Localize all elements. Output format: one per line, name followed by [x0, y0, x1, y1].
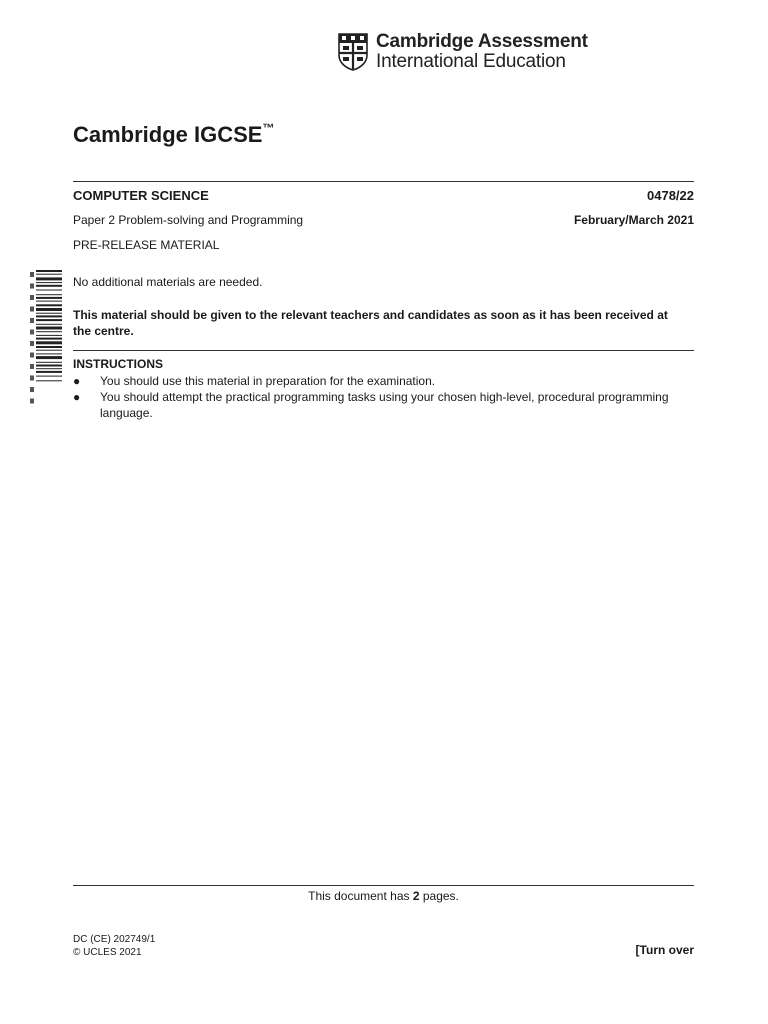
page-count-note [73, 889, 694, 903]
dc-code: DC (CE) 202749/1 [73, 934, 156, 945]
cambridge-shield-icon [338, 33, 368, 71]
barcode-bar [36, 335, 62, 336]
document-codes [73, 933, 155, 959]
logo-line-2: International Education [376, 51, 566, 72]
barcode-bar [36, 341, 62, 344]
list-item [73, 373, 673, 389]
instructions-divider [73, 350, 694, 351]
paper-title: Paper 2 Problem-solving and Programming [73, 213, 304, 227]
barcode-bar [36, 362, 62, 363]
barcode-bar [36, 270, 62, 272]
distribution-notice: This material should be given to the relevant teachers and candidates as soon as it has been received at the centre. [73, 308, 668, 338]
materials-note: No additional materials are needed. [73, 275, 263, 289]
barcode-bar [36, 290, 62, 291]
subject-title: COMPUTER SCIENCE [73, 188, 209, 203]
barcode-bar [36, 319, 62, 321]
syllabus-code: 0478/22 [647, 188, 694, 203]
barcode-digit-mark [30, 353, 34, 358]
footer-divider [73, 885, 694, 886]
barcode-bar [36, 368, 62, 369]
barcode-bar [36, 331, 62, 332]
barcode-digit-mark [30, 295, 34, 300]
instruction-text: You should use this material in preparation for the examination. [100, 374, 436, 388]
barcode-bars [30, 270, 62, 404]
barcode-digit-mark [30, 387, 34, 392]
logo-line-1: Cambridge Assessment [376, 31, 588, 52]
instruction-text: You should attempt the practical programming tasks using your chosen high-level, procedural programming language. [100, 390, 669, 420]
barcode-bar [36, 356, 62, 359]
barcode-bar [36, 346, 62, 348]
barcode-bar [36, 327, 62, 330]
barcode-digit-mark [30, 272, 34, 277]
bullet-icon: ● [73, 390, 81, 404]
bullet-icon: ● [73, 374, 81, 388]
barcode-bar [36, 353, 62, 354]
top-divider [73, 181, 694, 182]
barcode-bar [36, 324, 62, 325]
barcode-bar [36, 338, 62, 340]
pages-count: 2 [412, 889, 420, 903]
instructions-list [73, 373, 673, 421]
barcode-bar [36, 274, 62, 275]
turn-over-label: [Turn over [635, 943, 694, 957]
brand-text: Cambridge IGCSE [73, 122, 263, 147]
pages-prefix: This document has [308, 889, 413, 903]
barcode-bar [36, 350, 62, 351]
barcode-bar [36, 304, 62, 306]
instructions-heading: INSTRUCTIONS [73, 357, 163, 371]
barcode-bar [36, 380, 62, 381]
barcode-digit-mark [30, 307, 34, 312]
barcode-bar [36, 282, 62, 283]
exam-session: February/March 2021 [573, 213, 694, 227]
barcode-digit-mark [30, 399, 34, 404]
barcode-bar [36, 313, 62, 314]
barcode-digit-mark [30, 284, 34, 289]
barcode-digit-mark [30, 364, 34, 369]
barcode-bar [36, 308, 62, 311]
barcode-digit-mark [30, 376, 34, 381]
barcode-bar [36, 277, 62, 280]
barcode-bar [36, 301, 62, 302]
barcode [30, 270, 62, 412]
barcode-digit-mark [30, 318, 34, 323]
barcode-bar [36, 315, 62, 317]
barcode-bar [36, 376, 62, 377]
barcode-bar [36, 297, 62, 299]
cambridge-logo [338, 32, 588, 72]
barcode-bar [36, 365, 62, 367]
barcode-digit-mark [30, 330, 34, 335]
list-item [73, 389, 673, 421]
copyright: © UCLES 2021 [73, 947, 142, 958]
trademark-mark: ™ [262, 120, 275, 135]
barcode-digit-mark [30, 341, 34, 346]
material-type: PRE-RELEASE MATERIAL [73, 238, 220, 252]
brand-title [73, 122, 274, 148]
pages-suffix: pages. [419, 889, 459, 903]
barcode-bar [36, 371, 62, 373]
barcode-bar [36, 294, 62, 295]
barcode-bar [36, 285, 62, 287]
